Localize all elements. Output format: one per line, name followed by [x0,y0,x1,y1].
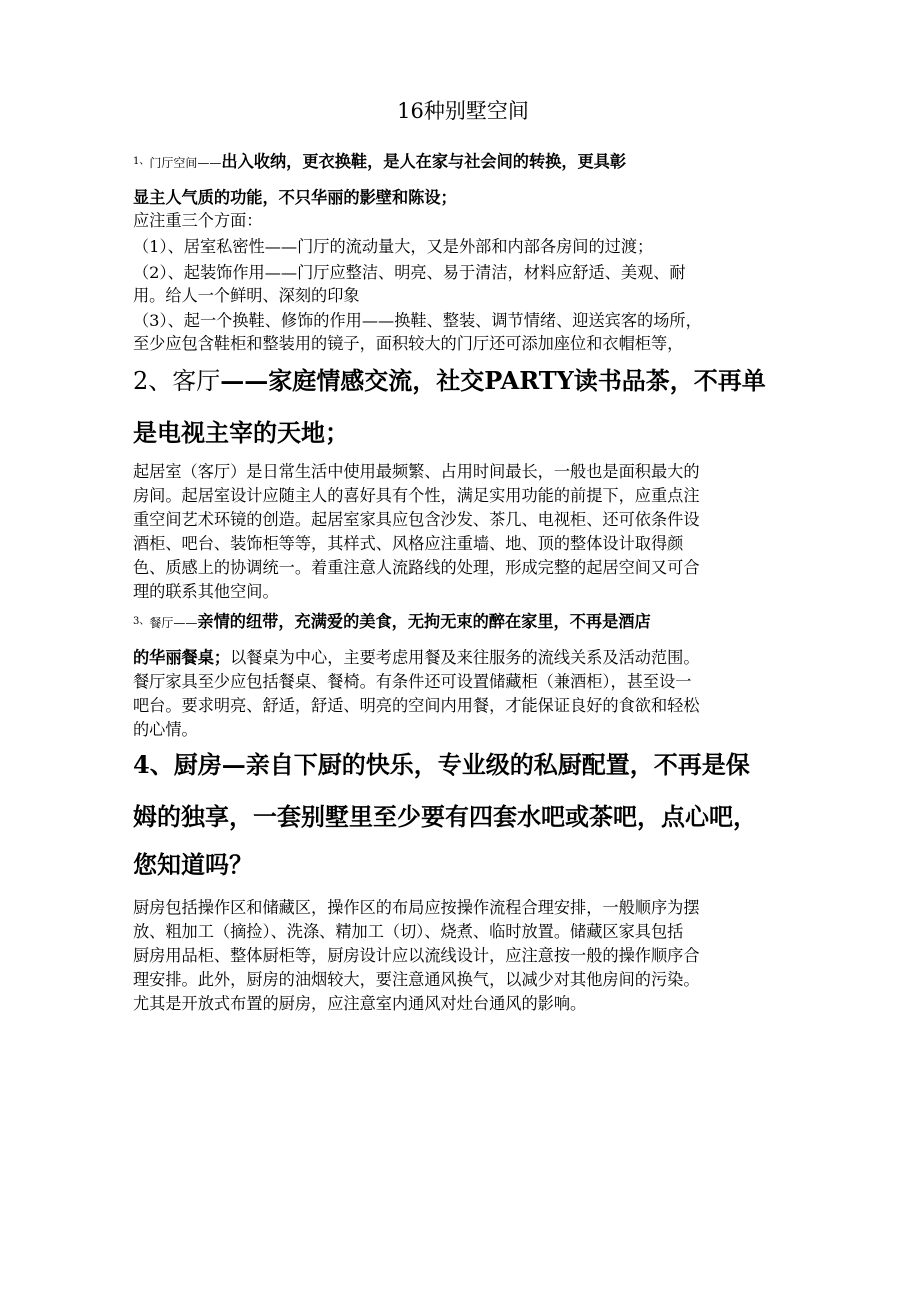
section-4-heading-3: 您知道吗？ [133,850,253,879]
section-4-para-line-5: 尤其是开放式布置的厨房，应注意室内通风对灶台通风的影响。 [133,994,587,1013]
section-1-number: 1、 [133,156,150,167]
section-3-line-2 [133,646,793,669]
section-3-lead-2: 的华丽餐桌； [133,648,231,667]
section-1-heading [133,150,793,175]
document-title: 16种别墅空间 [397,99,529,123]
section-1-item-3b: 至少应包含鞋柜和整装用的镜子，面积较大的门厅还可添加座位和衣帽柜等， [133,334,684,353]
section-4-para-line-2: 放、粗加工（摘捡）、洗涤、精加工（切）、烧煮、临时放置。储藏区家具包括 [133,922,684,941]
section-1-lead-1: 出入收纳，更衣换鞋，是人在家与社会间的转换，更具彰 [221,152,627,171]
section-2-para-line-3: 重空间艺术环镜的创造。起居室家具应包含沙发、茶几、电视柜、还可依条件设 [133,510,700,529]
section-1-item-3a: （3）、起一个换鞋、修饰的作用——换鞋、整装、调节情绪、迎送宾客的场所， [133,311,702,330]
section-1-small-label: 门厅空间—— [149,156,222,170]
section-3-lead-1: 亲情的纽带，充满爱的美食，无拘无束的醉在家里，不再是酒店 [197,612,651,631]
section-3-para-line-1: 以餐桌为中心，主要考虑用餐及来往服务的流线关系及活动范围。 [230,648,700,667]
section-1-item-1: （1）、居室私密性——门厅的流动量大，又是外部和内部各房间的过渡； [133,237,654,256]
section-3-number: 3、 [133,616,150,627]
section-3-heading [133,610,793,635]
section-3-small-label: 餐厅—— [149,616,198,630]
section-2-heading-2: 是电视主宰的天地； [133,418,349,447]
section-4-heading-2: 姆的独享，一套别墅里至少要有四套水吧或茶吧，点心吧， [133,802,757,831]
section-2-para-line-6: 理的联系其他空间。 [133,582,279,601]
section-2-para-line-4: 酒柜、吧台、装饰柜等等，其样式、风格应注重墙、地、顶的整体设计取得颜 [133,534,684,553]
section-1-item-2b: 用。给人一个鲜明、深刻的印象 [133,286,360,305]
section-1-intro: 应注重三个方面： [133,211,263,230]
section-3-para-line-3: 吧台。要求明亮、舒适，舒适、明亮的空间内用餐，才能保证良好的食欲和轻松 [133,696,700,715]
section-1-lead-2: 显主人气质的功能，不只华丽的影壁和陈设； [133,188,457,207]
section-2-para-line-5: 色、质感上的协调统一。着重注意人流路线的处理，形成完整的起居空间又可合 [133,558,700,577]
section-4-para-line-4: 理安排。此外，厨房的油烟较大，要注意通风换气，以减少对其他房间的污染。 [133,970,700,989]
section-2-heading-1-text: ——家庭情感交流，社交PARTY读书品茶，不再单 [220,366,766,395]
section-2-heading-1 [133,352,793,410]
section-2-number: 2、客厅 [133,367,221,395]
section-4-para-line-3: 厨房用品柜、整体厨柜等，厨房设计应以流线设计，应注意按一般的操作顺序合 [133,946,700,965]
section-1-item-2a: （2）、起装饰作用——门厅应整洁、明亮、易于清洁，材料应舒适、美观、耐 [133,263,686,282]
section-4-heading-1: 4、厨房—亲自下厨的快乐，专业级的私厨配置，不再是保 [133,750,750,779]
section-3-para-line-2: 餐厅家具至少应包括餐桌、餐椅。有条件还可设置储藏柜（兼酒柜），甚至设一 [133,672,692,691]
section-2-para-line-2: 房间。起居室设计应随主人的喜好具有个性，满足实用功能的前提下，应重点注 [133,486,700,505]
section-2-para-line-1: 起居室（客厅）是日常生活中使用最频繁、占用时间最长，一般也是面积最大的 [133,462,700,481]
section-4-para-line-1: 厨房包括操作区和储藏区，操作区的布局应按操作流程合理安排，一般顺序为摆 [133,898,700,917]
section-3-para-line-4: 的心情。 [133,720,198,739]
